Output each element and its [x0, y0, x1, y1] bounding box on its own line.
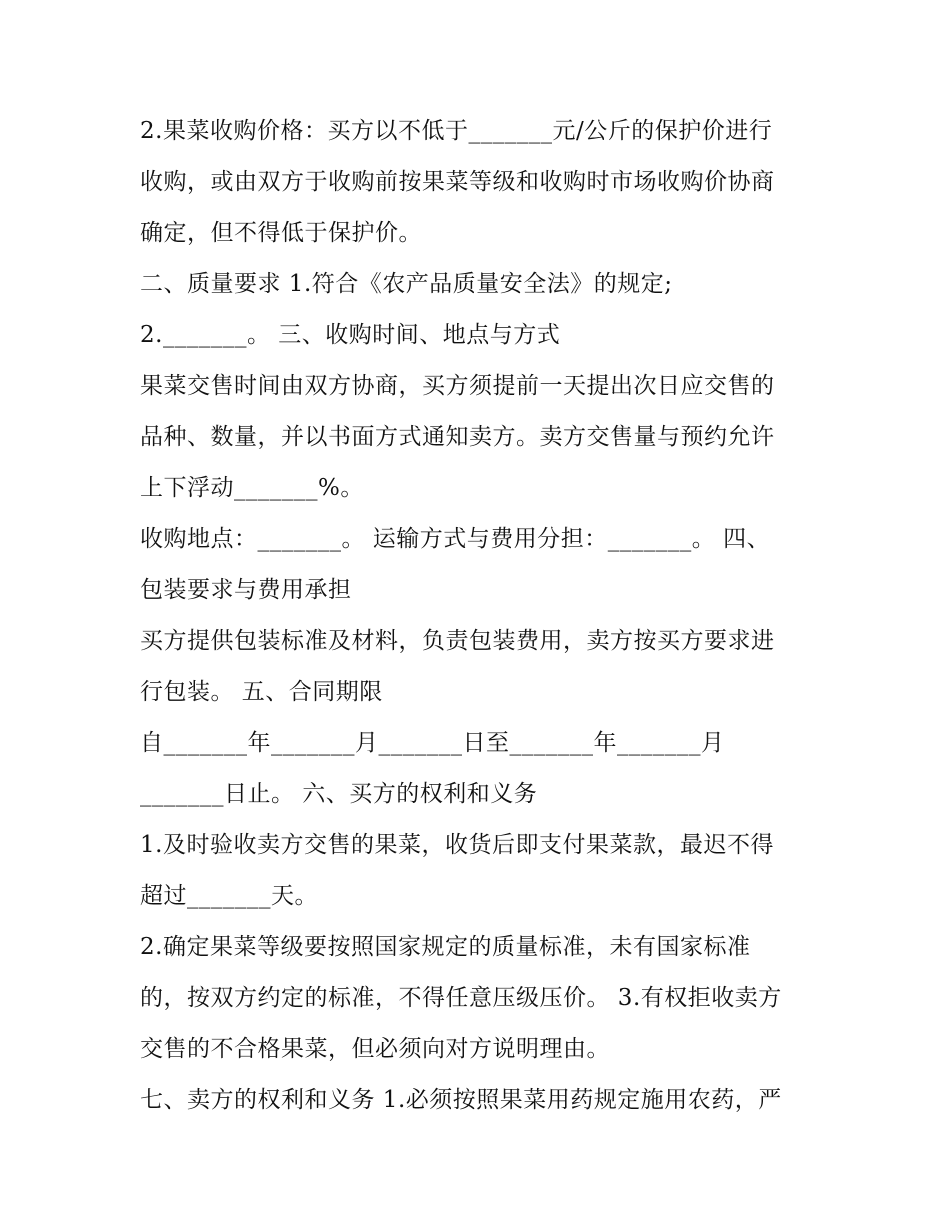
text-line: 确定，但不得低于保护价。	[140, 220, 422, 246]
text-line: 2.果菜收购价格：买方以不低于_______元/公斤的保护价进行	[140, 118, 773, 144]
text-line: 超过_______天。	[140, 883, 318, 909]
text-line: 交售的不合格果菜，但必须向对方说明理由。	[140, 1036, 610, 1062]
text-line: 自_______年_______月_______日至_______年_______月	[140, 730, 725, 756]
text-line: 上下浮动_______%。	[140, 475, 364, 501]
section-heading-line: 包装要求与费用承担	[140, 577, 352, 603]
text-line: 2.确定果菜等级要按照国家规定的质量标准，未有国家标准	[140, 934, 751, 960]
text-line: 收购地点：_______。 运输方式与费用分担：_______。 四、	[140, 526, 771, 552]
text-line: 品种、数量，并以书面方式通知卖方。卖方交售量与预约允许	[140, 424, 775, 450]
text-line: 果菜交售时间由双方协商，买方须提前一天提出次日应交售的	[140, 373, 775, 399]
section-heading-line: 2._______。 三、收购时间、地点与方式	[140, 322, 561, 348]
text-line: 收购，或由双方于收购前按果菜等级和收购时市场收购价协商	[140, 169, 775, 195]
text-line: 1.及时验收卖方交售的果菜，收货后即支付果菜款，最迟不得	[140, 832, 774, 858]
text-line: 的，按双方约定的标准，不得任意压级压价。 3.有权拒收卖方	[140, 985, 782, 1011]
section-heading-line: _______日止。 六、买方的权利和义务	[140, 781, 538, 807]
section-heading-line: 二、质量要求 1.符合《农产品质量安全法》的规定;	[140, 271, 673, 297]
document-page	[140, 106, 820, 1126]
section-heading-line: 七、卖方的权利和义务 1.必须按照果菜用药规定施用农药，严	[140, 1087, 782, 1113]
section-heading-line: 行包装。 五、合同期限	[140, 679, 383, 705]
text-line: 买方提供包装标准及材料，负责包装费用，卖方按买方要求进	[140, 628, 775, 654]
